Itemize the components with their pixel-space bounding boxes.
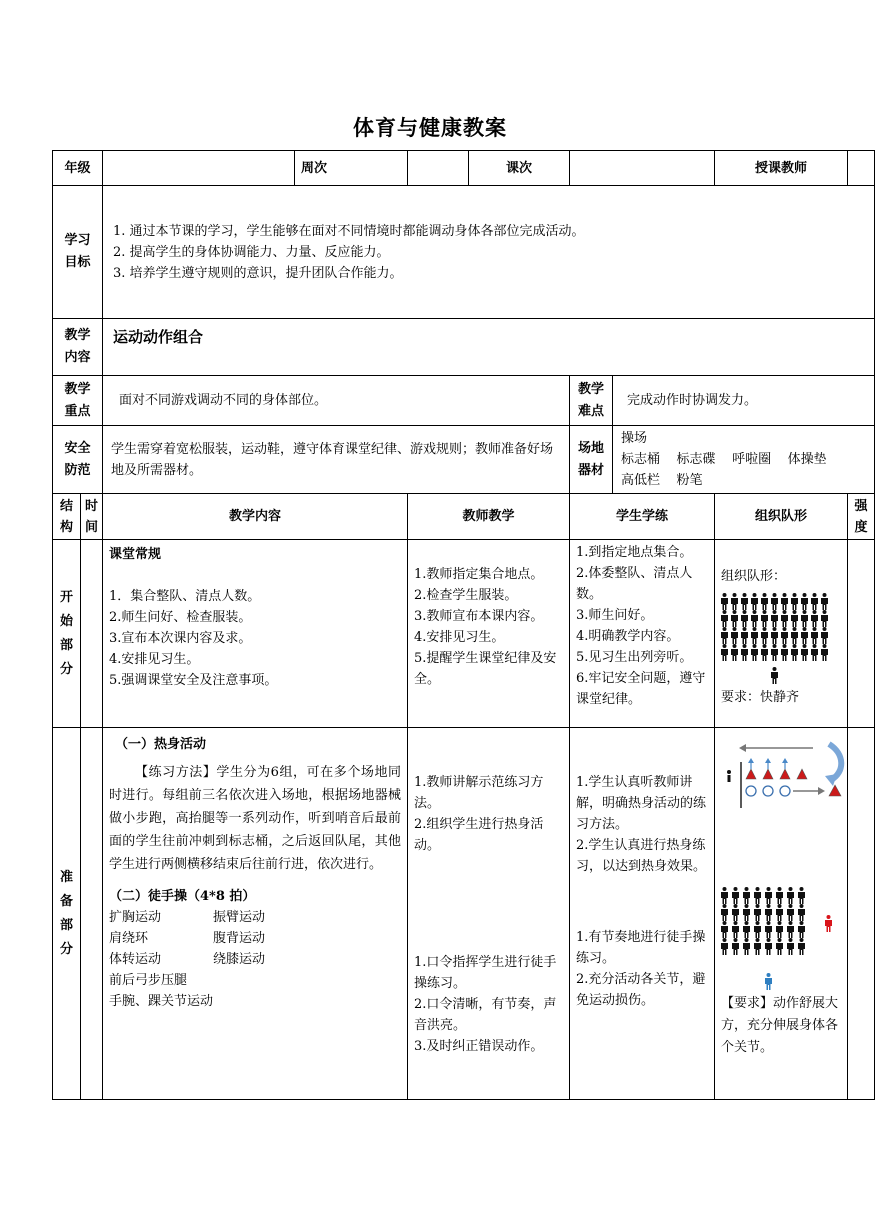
col-time: 时间 — [81, 494, 103, 540]
safety-value: 学生需穿着宽松服装，运动鞋，遵守体育课堂纪律、游戏规则；教师准备好场地及所需器材。 — [103, 426, 570, 494]
teacher-item: 1.教师指定集合地点。 — [414, 567, 544, 582]
student-icon — [751, 610, 758, 627]
objective-item: 3. 培养学生遵守规则的意识，提升团队合作能力。 — [113, 265, 403, 281]
start-content — [103, 540, 408, 728]
student-icon — [811, 627, 818, 644]
student-icon — [781, 644, 788, 661]
objective-item: 2. 提高学生的身体协调能力、力量、反应能力。 — [113, 244, 390, 260]
student-icon — [798, 904, 805, 921]
student-icon — [791, 610, 798, 627]
teacher-item: 2.检查学生服装。 — [414, 588, 518, 603]
exercise-item: 前后弓步压腿 — [109, 973, 188, 988]
lesson-value[interactable] — [570, 151, 715, 186]
grade-value[interactable] — [103, 151, 295, 186]
safety-label: 安全防范 — [53, 426, 103, 494]
student-icon — [761, 610, 768, 627]
student-icon — [798, 887, 805, 904]
student-icon — [765, 904, 772, 921]
student-icon — [801, 610, 808, 627]
keypoints-label: 教学重点 — [53, 376, 103, 426]
student-icon — [781, 610, 788, 627]
start-formation — [715, 540, 848, 728]
student-item: 4.明确教学内容。 — [576, 629, 680, 644]
student-icon — [821, 627, 828, 644]
prep-teacher — [408, 728, 570, 1100]
week-value[interactable] — [408, 151, 469, 186]
teacher-item: 3.教师宣布本课内容。 — [414, 609, 544, 624]
week-label: 周次 — [295, 151, 408, 186]
student-icon — [776, 904, 783, 921]
student-icon — [731, 610, 738, 627]
student-item: 3.师生问好。 — [576, 608, 654, 623]
content-item: 4.安排见习生。 — [109, 652, 200, 667]
cone-row — [746, 769, 807, 779]
teacher-label: 授课教师 — [715, 151, 848, 186]
exercise-item: 体转运动 — [109, 952, 162, 967]
exercise-item: 手腕、踝关节运动 — [109, 994, 214, 1009]
student-icon — [721, 921, 728, 938]
student-icon — [741, 610, 748, 627]
student-icon — [771, 644, 778, 661]
exercise-pair — [109, 928, 401, 949]
student-icon — [743, 904, 750, 921]
start-student — [570, 540, 715, 728]
student-icon — [731, 644, 738, 661]
gymnastics-formation — [721, 887, 841, 991]
student-icon — [771, 627, 778, 644]
student-icon — [751, 593, 758, 610]
prep-content — [103, 728, 408, 1100]
student-icon — [798, 938, 805, 955]
teacher-item: 3.及时纠正错误动作。 — [414, 1039, 544, 1054]
lesson-plan-table — [52, 150, 875, 1100]
student-icon — [721, 938, 728, 955]
student-icon — [754, 938, 761, 955]
col-structure: 结构 — [53, 494, 81, 540]
student-icon — [743, 887, 750, 904]
student-icon — [821, 593, 828, 610]
content-value: 运动动作组合 — [103, 319, 875, 376]
start-label: 开始部分 — [53, 540, 81, 728]
venue-line: 标志桶 标志碟 呼啦圈 体操垫 — [621, 452, 827, 467]
student-icon — [771, 593, 778, 610]
header-row — [53, 151, 875, 186]
safety-row — [53, 426, 875, 494]
student-icon — [791, 627, 798, 644]
student-icon — [741, 593, 748, 610]
student-icon — [776, 921, 783, 938]
venue-line: 操场 — [621, 431, 648, 446]
student-icon — [721, 904, 728, 921]
exercise-item: 肩绕环 — [109, 931, 149, 946]
warmup-text: 【练习方法】学生分为6组，可在多个场地同时进行。每组前三名依次进入场地，根据场地器械做小步跑，高抬腿等一系列动作，听到哨音后最前面的学生往前冲刺到标志桶，之后返回队尾，其他学生进行两侧横移结束后往前行进，依次进行。 — [109, 765, 402, 872]
objective-item: 1. 通过本节课的学习，学生能够在面对不同情境时都能调动身体各部位完成活动。 — [113, 223, 585, 239]
difficulty-value: 完成动作时协调发力。 — [613, 376, 875, 426]
student-icon — [743, 938, 750, 955]
student-icon — [787, 904, 794, 921]
student-icon — [801, 593, 808, 610]
student-icon — [801, 644, 808, 661]
student-icon — [761, 593, 768, 610]
col-content: 教学内容 — [103, 494, 408, 540]
student-icon — [765, 938, 772, 955]
teacher-icon — [771, 667, 778, 684]
teacher-item: 2.口令清晰，有节奏，声音洪亮。 — [414, 997, 557, 1033]
content-row — [53, 319, 875, 376]
teacher-icon — [825, 915, 832, 932]
student-icon — [731, 627, 738, 644]
col-intensity: 强度 — [848, 494, 875, 540]
exercise-item: 绕膝运动 — [213, 952, 266, 967]
exercise-item: 振臂运动 — [213, 910, 266, 925]
student-icon — [751, 644, 758, 661]
student-icon — [771, 610, 778, 627]
student-icon — [787, 938, 794, 955]
student-icon — [765, 921, 772, 938]
student-icon — [731, 593, 738, 610]
student-icon — [811, 644, 818, 661]
student-icon — [741, 627, 748, 644]
grade-label: 年级 — [53, 151, 103, 186]
student-icon — [732, 904, 739, 921]
exercise-item: 扩胸运动 — [109, 910, 162, 925]
venue-line: 高低栏 粉笔 — [621, 473, 703, 488]
student-icon — [761, 627, 768, 644]
exercise-heading: （二）徒手操（4*8 拍） — [109, 889, 256, 904]
col-student: 学生学练 — [570, 494, 715, 540]
exercise-pair — [109, 907, 401, 928]
student-icon — [751, 627, 758, 644]
student-icon — [821, 644, 828, 661]
student-item: 1.学生认真听教师讲解，明确热身活动的练习方法。 — [576, 775, 707, 832]
routine-heading: 课堂常规 — [109, 547, 162, 562]
student-icon — [787, 921, 794, 938]
teacher-item: 1.口令指挥学生进行徒手操练习。 — [414, 955, 557, 991]
exercise-pair — [109, 949, 401, 970]
formation-title: 组织队形： — [721, 569, 787, 584]
prep-intensity — [848, 728, 875, 1100]
teacher-icon — [727, 770, 731, 782]
student-icon — [732, 887, 739, 904]
content-label: 教学内容 — [53, 319, 103, 376]
student-item: 2.充分活动各关节，避免运动损伤。 — [576, 972, 706, 1008]
start-teacher — [408, 540, 570, 728]
formation-requirement: 要求：快静齐 — [721, 690, 800, 705]
content-item: 3.宣布本次课内容及求。 — [109, 631, 252, 646]
page-title: 体育与健康教案 — [353, 115, 507, 140]
demonstrator-icon — [765, 973, 772, 990]
student-item: 1.到指定地点集合。 — [576, 545, 693, 560]
student-icon — [798, 921, 805, 938]
formation-requirement: 【要求】动作舒展大方，充分伸展身体各个关节。 — [721, 996, 839, 1055]
prep-section-row — [53, 728, 875, 1100]
student-icon — [721, 593, 728, 610]
student-item: 6.牢记安全问题，遵守课堂纪律。 — [576, 671, 706, 707]
teacher-item: 4.安排见习生。 — [414, 630, 505, 645]
prep-label: 准备部分 — [53, 728, 81, 1100]
objectives-label: 学习目标 — [53, 186, 103, 319]
student-icon — [741, 644, 748, 661]
difficulty-label: 教学难点 — [570, 376, 613, 426]
start-time — [81, 540, 103, 728]
student-icon — [754, 887, 761, 904]
keypoints-row — [53, 376, 875, 426]
lesson-label: 课次 — [469, 151, 570, 186]
objectives-list — [103, 186, 875, 319]
student-icon — [765, 887, 772, 904]
venue-list — [613, 426, 875, 494]
prep-formation — [715, 728, 848, 1100]
columns-header-row — [53, 494, 875, 540]
exercise-item: 腹背运动 — [213, 931, 266, 946]
content-item: 1．集合整队、清点人数。 — [109, 589, 261, 604]
student-icon — [754, 904, 761, 921]
teacher-item: 1.教师讲解示范练习方法。 — [414, 775, 544, 811]
student-icon — [776, 938, 783, 955]
objectives-row — [53, 186, 875, 319]
student-icon — [732, 938, 739, 955]
student-item: 2.体委整队、清点人数。 — [576, 566, 693, 602]
start-intensity — [848, 540, 875, 728]
student-icon — [801, 627, 808, 644]
student-item: 5.见习生出列旁听。 — [576, 650, 693, 665]
keypoints-value: 面对不同游戏调动不同的身体部位。 — [103, 376, 570, 426]
student-icon — [743, 921, 750, 938]
student-item: 2.学生认真进行热身练习，以达到热身效果。 — [576, 838, 707, 874]
content-item: 2.师生问好、检查服装。 — [109, 610, 252, 625]
student-item: 1.有节奏地进行徒手操练习。 — [576, 930, 706, 966]
venue-label: 场地器材 — [570, 426, 613, 494]
teacher-item: 5.提醒学生课堂纪律及安全。 — [414, 651, 557, 687]
student-icon — [787, 887, 794, 904]
formation-grid — [721, 593, 841, 683]
student-icon — [776, 887, 783, 904]
col-formation: 组织队形 — [715, 494, 848, 540]
student-icon — [754, 921, 761, 938]
warmup-course-diagram — [721, 736, 845, 816]
col-teacher: 教师教学 — [408, 494, 570, 540]
student-icon — [761, 644, 768, 661]
prep-student — [570, 728, 715, 1100]
warmup-heading: （一）热身活动 — [115, 737, 207, 752]
content-item: 5.强调课堂安全及注意事项。 — [109, 673, 278, 688]
student-icon — [781, 593, 788, 610]
student-icon — [811, 610, 818, 627]
student-icon — [721, 887, 728, 904]
teacher-value[interactable] — [848, 151, 875, 186]
student-icon — [811, 593, 818, 610]
student-icon — [791, 593, 798, 610]
student-icon — [721, 644, 728, 661]
student-icon — [732, 921, 739, 938]
teacher-item: 2.组织学生进行热身活动。 — [414, 817, 544, 853]
start-section-row — [53, 540, 875, 728]
student-icon — [821, 610, 828, 627]
student-icon — [791, 644, 798, 661]
student-icon — [781, 627, 788, 644]
student-icon — [721, 610, 728, 627]
student-icon — [721, 627, 728, 644]
prep-time — [81, 728, 103, 1100]
